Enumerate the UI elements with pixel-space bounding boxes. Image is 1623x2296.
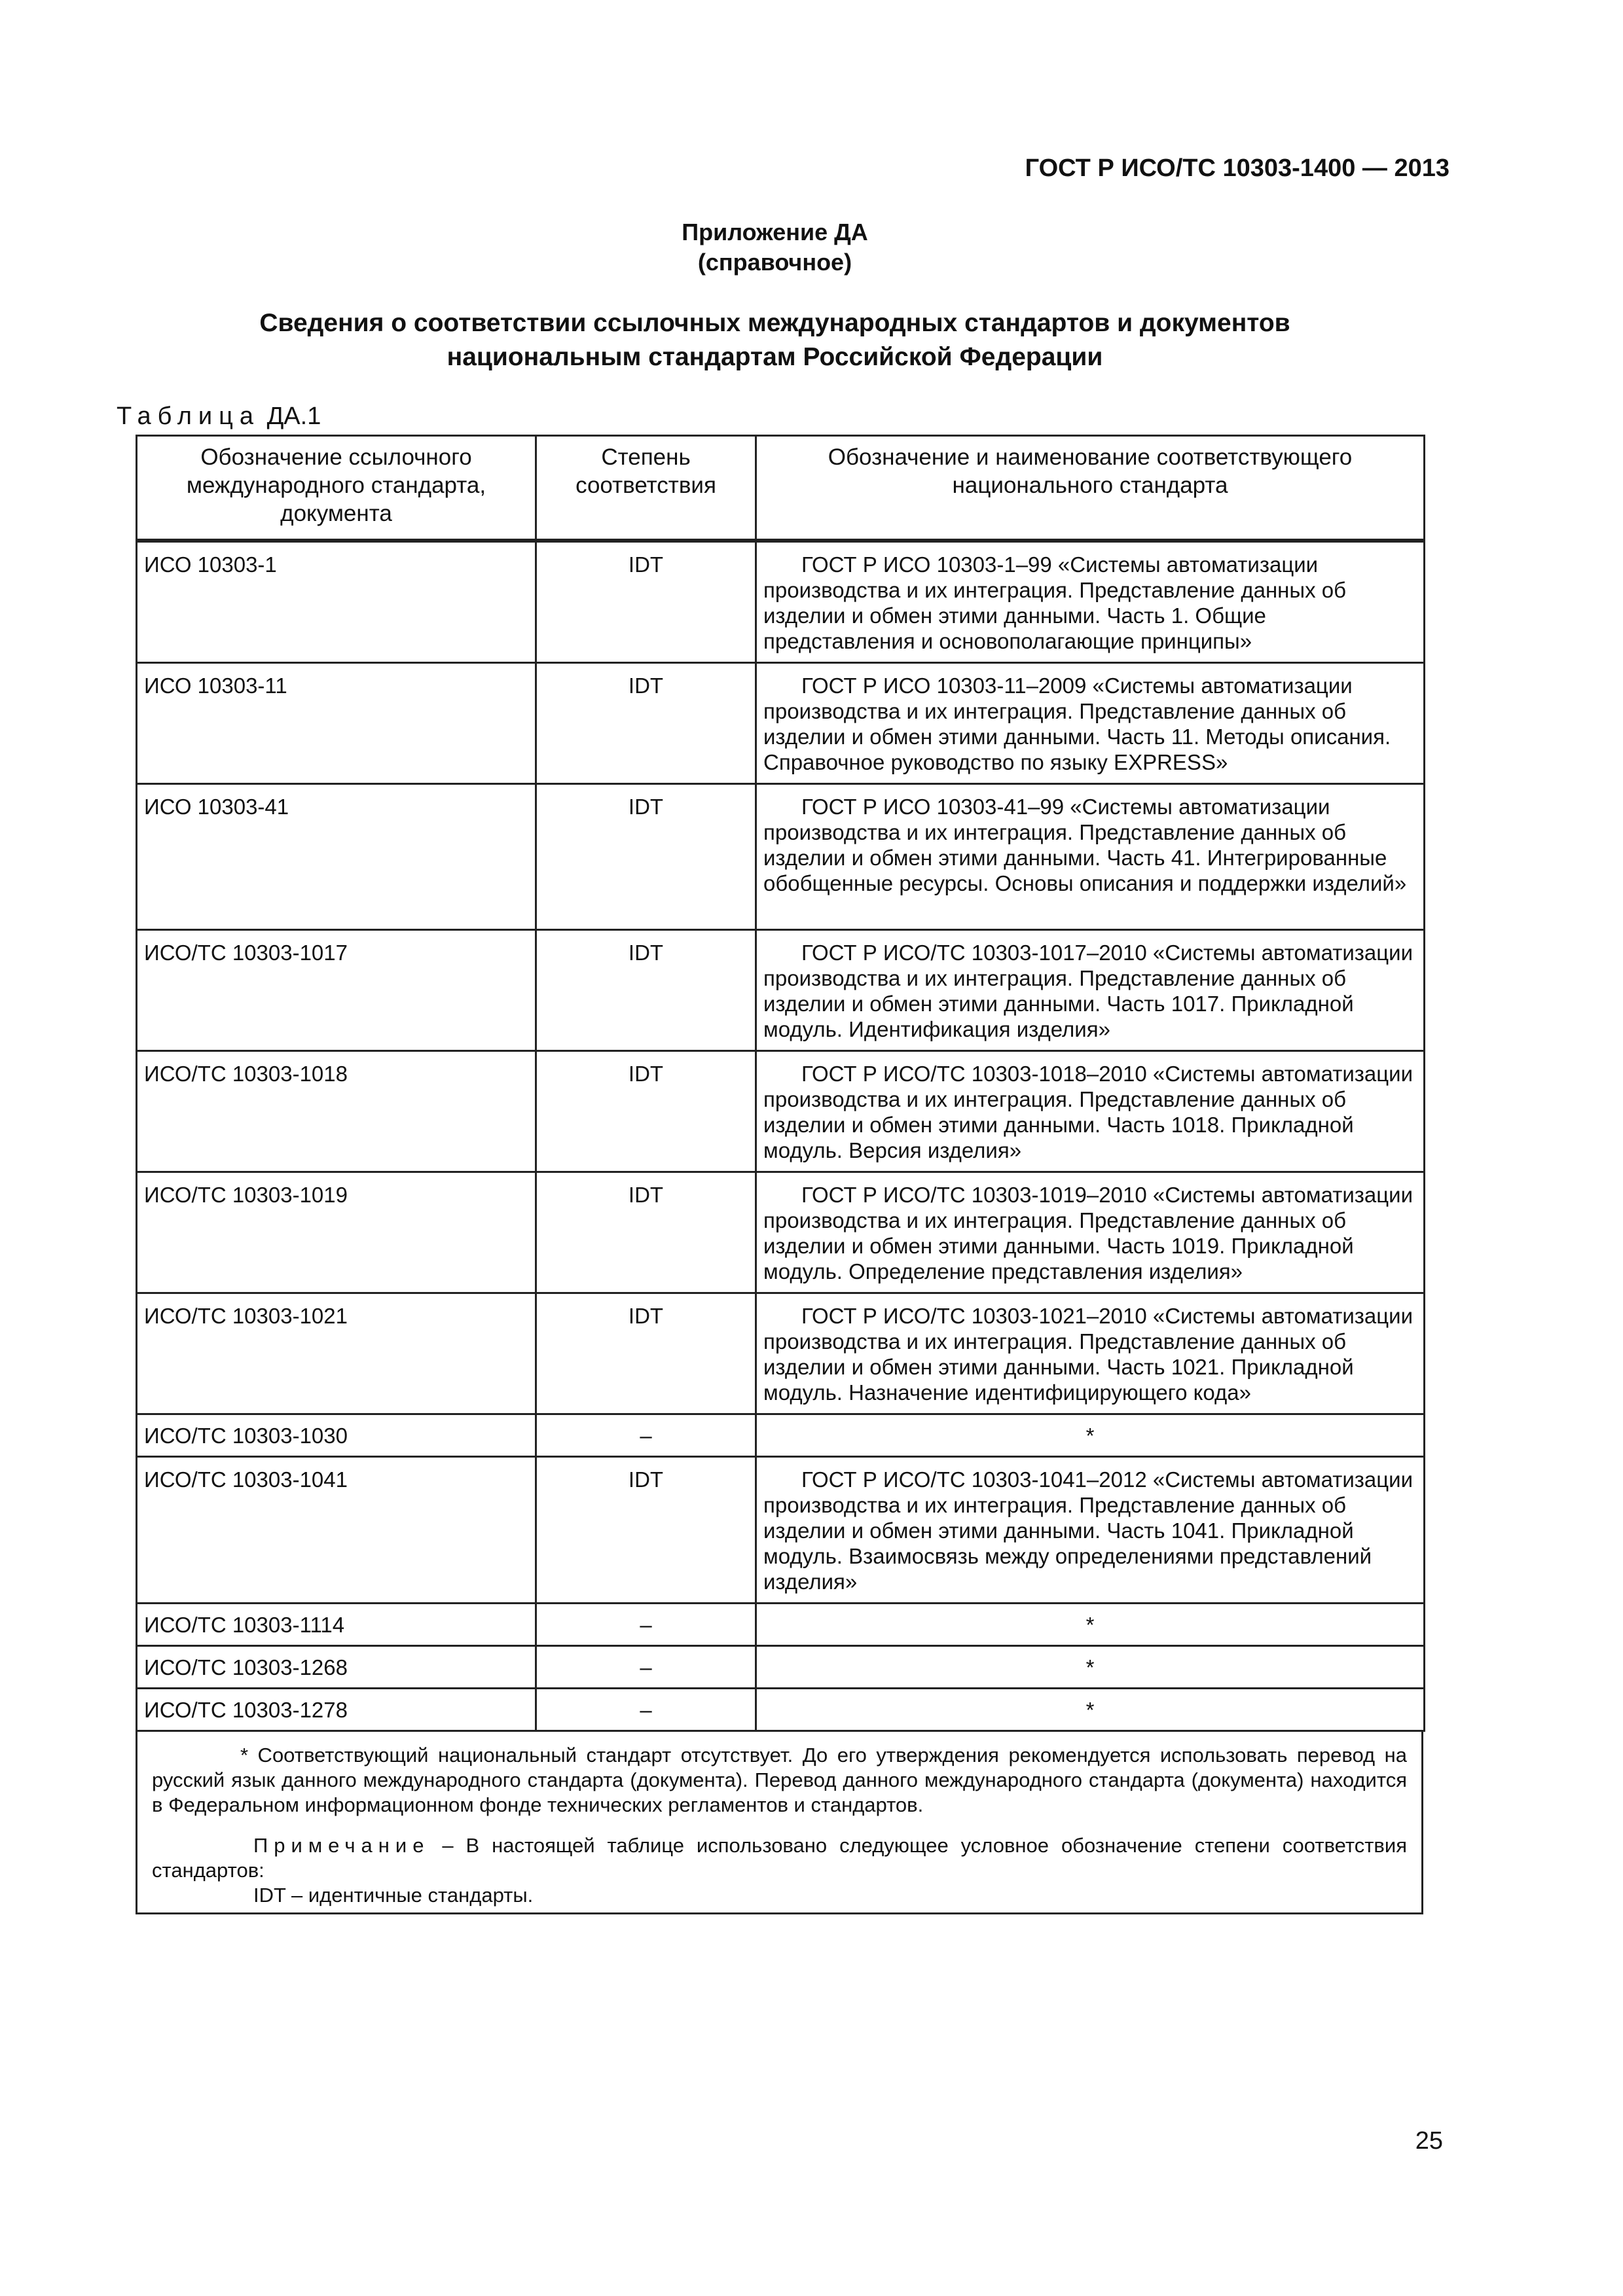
cell-reference: ИСО 10303-41: [137, 784, 536, 930]
table-row: [137, 541, 1425, 663]
description-text: ГОСТ Р ИСО/ТС 10303-1019–2010 «Системы автоматизации производства и их интеграция. Представление данных об изделии и обмен этими данными. Часть 1019. Прикладной модуль. Определение представления изделия»: [763, 1183, 1413, 1283]
cell-degree: IDT: [536, 930, 756, 1051]
cell-degree: –: [536, 1414, 756, 1457]
note-label: Примечание: [253, 1834, 430, 1857]
document-code: ГОСТ Р ИСО/ТС 10303-1400 — 2013: [1025, 154, 1450, 182]
cell-reference: ИСО/ТС 10303-1114: [137, 1604, 536, 1646]
table-row: [137, 1172, 1425, 1293]
cell-degree: IDT: [536, 1457, 756, 1604]
appendix-heading: [0, 217, 1550, 278]
cell-degree: IDT: [536, 1172, 756, 1293]
cell-degree: IDT: [536, 663, 756, 784]
table-row: [137, 1689, 1425, 1731]
cell-degree: IDT: [536, 1051, 756, 1172]
cell-degree: IDT: [536, 1293, 756, 1414]
appendix-subtitle: (справочное): [697, 249, 852, 276]
cell-degree: IDT: [536, 784, 756, 930]
table-row: [137, 1051, 1425, 1172]
cell-description: [756, 1172, 1425, 1293]
table-row: [137, 784, 1425, 930]
description-text: ГОСТ Р ИСО 10303-1–99 «Системы автоматизации производства и их интеграция. Представление данных об изделии и обмен этими данными. Часть 1. Общие представления и основополагающие принципы»: [763, 552, 1347, 653]
cell-description: [756, 1457, 1425, 1604]
description-text: ГОСТ Р ИСО/ТС 10303-1041–2012 «Системы автоматизации производства и их интеграция. Представление данных об изделии и обмен этими данными. Часть 1041. Прикладной модуль. Взаимосвязь между определениями представлений изделия»: [763, 1467, 1413, 1594]
cell-reference: ИСО/ТС 10303-1278: [137, 1689, 536, 1731]
table-label-number: ДА.1: [266, 403, 321, 430]
cell-reference: ИСО/ТС 10303-1030: [137, 1414, 536, 1457]
appendix-title: Приложение ДА: [682, 219, 868, 245]
table-header-row: [137, 436, 1425, 541]
asterisk-note: * Соответствующий национальный стандарт отсутствует. До его утверждения рекомендуется использовать перевод на русский язык данного международного стандарта (документа). Перевод данного международного стандарта (документа) находится в Федеральном информационном фонде технических регламентов и стандартов.: [152, 1744, 1407, 1816]
table-row: [137, 1646, 1425, 1689]
cell-description: *: [756, 1646, 1425, 1689]
cell-degree: IDT: [536, 541, 756, 663]
cell-description: [756, 663, 1425, 784]
title-line-1: Сведения о соответствии ссылочных международных стандартов и документов: [259, 309, 1290, 337]
page-number: 25: [1415, 2127, 1443, 2155]
page-title: [0, 306, 1550, 374]
cell-reference: ИСО/ТС 10303-1018: [137, 1051, 536, 1172]
title-line-2: национальным стандартам Российской Федерации: [447, 343, 1103, 371]
description-text: ГОСТ Р ИСО/ТС 10303-1017–2010 «Системы автоматизации производства и их интеграция. Представление данных об изделии и обмен этими данными. Часть 1017. Прикладной модуль. Идентификация изделия»: [763, 941, 1413, 1041]
table-row: [137, 1414, 1425, 1457]
table-label: [117, 403, 321, 431]
cell-reference: ИСО/ТС 10303-1268: [137, 1646, 536, 1689]
description-text: ГОСТ Р ИСО/ТС 10303-1018–2010 «Системы автоматизации производства и их интеграция. Представление данных об изделии и обмен этими данными. Часть 1018. Прикладной модуль. Версия изделия»: [763, 1062, 1413, 1162]
cell-description: *: [756, 1689, 1425, 1731]
cell-description: *: [756, 1604, 1425, 1646]
cell-degree: –: [536, 1689, 756, 1731]
cell-description: [756, 930, 1425, 1051]
note-text: – В настоящей таблице использовано следующее условное обозначение степени соответствия стандартов:: [152, 1834, 1407, 1882]
cell-description: [756, 784, 1425, 930]
cell-reference: ИСО 10303-1: [137, 541, 536, 663]
header-degree: Степень соответствия: [536, 436, 756, 541]
cell-description: [756, 1293, 1425, 1414]
table-row: [137, 1457, 1425, 1604]
header-national-standard: Обозначение и наименование соответствующего национального стандарта: [756, 436, 1425, 541]
cell-reference: ИСО/ТС 10303-1021: [137, 1293, 536, 1414]
description-text: ГОСТ Р ИСО/ТС 10303-1021–2010 «Системы автоматизации производства и их интеграция. Представление данных об изделии и обмен этими данными. Часть 1021. Прикладной модуль. Назначение идентифицирующего кода»: [763, 1304, 1413, 1405]
correspondence-table: [136, 435, 1425, 1732]
cell-description: [756, 541, 1425, 663]
table-note: [152, 1833, 1407, 1883]
cell-degree: –: [536, 1646, 756, 1689]
cell-degree: –: [536, 1604, 756, 1646]
cell-description: [756, 1051, 1425, 1172]
table-label-word: Таблица: [117, 403, 260, 430]
cell-reference: ИСО/ТС 10303-1017: [137, 930, 536, 1051]
table-footnote: [136, 1731, 1423, 1914]
cell-reference: ИСО/ТС 10303-1041: [137, 1457, 536, 1604]
table-row: [137, 1293, 1425, 1414]
table-row: [137, 1604, 1425, 1646]
description-text: ГОСТ Р ИСО 10303-11–2009 «Системы автоматизации производства и их интеграция. Представление данных об изделии и обмен этими данными. Часть 11. Методы описания. Справочное руководство по языку EXPRESS»: [763, 673, 1391, 774]
cell-reference: ИСО 10303-11: [137, 663, 536, 784]
description-text: ГОСТ Р ИСО 10303-41–99 «Системы автоматизации производства и их интеграция. Представление данных об изделии и обмен этими данными. Часть 41. Интегрированные обобщенные ресурсы. Основы описания и поддержки изделий»: [763, 795, 1407, 895]
table-row: [137, 930, 1425, 1051]
table-row: [137, 663, 1425, 784]
cell-reference: ИСО/ТС 10303-1019: [137, 1172, 536, 1293]
cell-description: *: [756, 1414, 1425, 1457]
header-reference-standard: Обозначение ссылочного международного стандарта, документа: [137, 436, 536, 541]
idt-definition: IDT – идентичные стандарты.: [253, 1884, 534, 1907]
